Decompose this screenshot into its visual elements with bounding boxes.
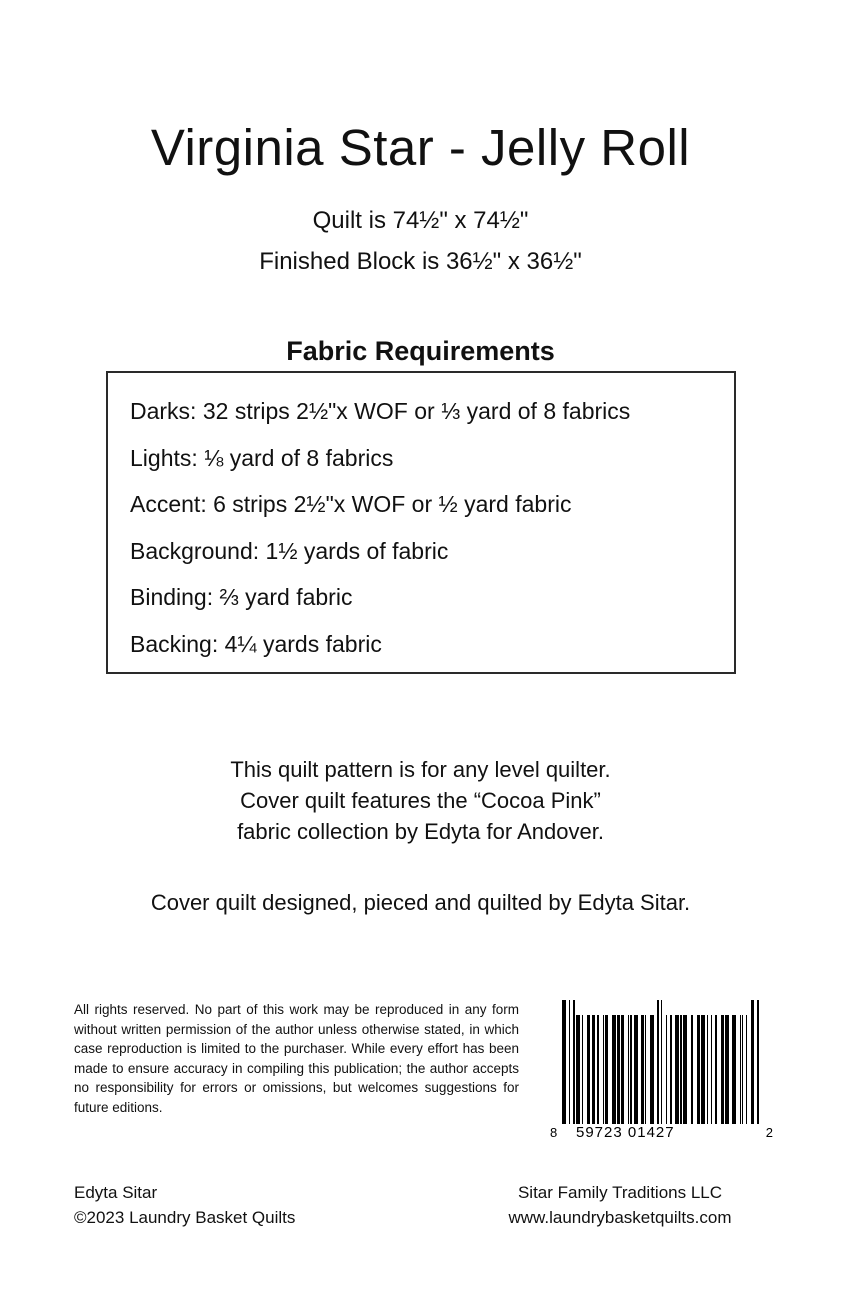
- fabric-item-binding: Binding: ⅔ yard fabric: [130, 584, 353, 610]
- description-line-2: Cover quilt features the “Cocoa Pink”: [240, 788, 601, 813]
- fabric-item-accent: Accent: 6 strips 2½"x WOF or ½ yard fabric: [130, 491, 572, 517]
- designer-credit: Cover quilt designed, pieced and quilted by Edyta Sitar.: [150, 890, 691, 915]
- description-line-3: fabric collection by Edyta for Andover.: [237, 819, 604, 844]
- footer-left: [74, 1180, 295, 1230]
- description-line-1: This quilt pattern is for any level quilter.: [230, 757, 611, 782]
- footer-right: [470, 1180, 770, 1230]
- barcode-digit-right: 2: [765, 1125, 774, 1140]
- footer-website: www.laundrybasketquilts.com: [508, 1208, 732, 1227]
- barcode: [550, 1000, 774, 1144]
- barcode-digit-left: 8: [550, 1125, 559, 1140]
- fabric-item-background: Background: 1½ yards of fabric: [130, 537, 449, 564]
- quilt-size-text: Quilt is 74½" x 74½": [312, 207, 529, 234]
- description-block: [0, 754, 841, 847]
- block-size-text: Finished Block is 36½" x 36½": [259, 248, 582, 275]
- barcode-digits-middle: 59723 01427: [576, 1124, 675, 1141]
- fabric-requirements-heading: Fabric Requirements: [286, 336, 555, 366]
- footer-author: Edyta Sitar: [74, 1183, 158, 1202]
- barcode-digits: [550, 1124, 774, 1144]
- fabric-item-backing: Backing: 4¼ yards fabric: [130, 630, 382, 657]
- fabric-requirements-list: [130, 388, 730, 667]
- footer-company: Sitar Family Traditions LLC: [517, 1183, 723, 1202]
- barcode-bars: [562, 1000, 762, 1124]
- footer-copyright: ©2023 Laundry Basket Quilts: [74, 1208, 296, 1227]
- fabric-item-lights: Lights: ⅛ yard of 8 fabrics: [130, 444, 394, 471]
- fabric-item-darks: Darks: 32 strips 2½"x WOF or ⅓ yard of 8 fabrics: [130, 398, 631, 424]
- page-title: Virginia Star - Jelly Roll: [150, 119, 691, 176]
- legal-notice: All rights reserved. No part of this work may be reproduced in any form without written permission of the author unless otherwise stated, in which case reproduction is limited to the purchaser. While every effort has been made to ensure accuracy in compiling this publication; the author accepts no responsibility for errors or omissions, but welcomes suggestions for future editions.: [74, 1002, 519, 1115]
